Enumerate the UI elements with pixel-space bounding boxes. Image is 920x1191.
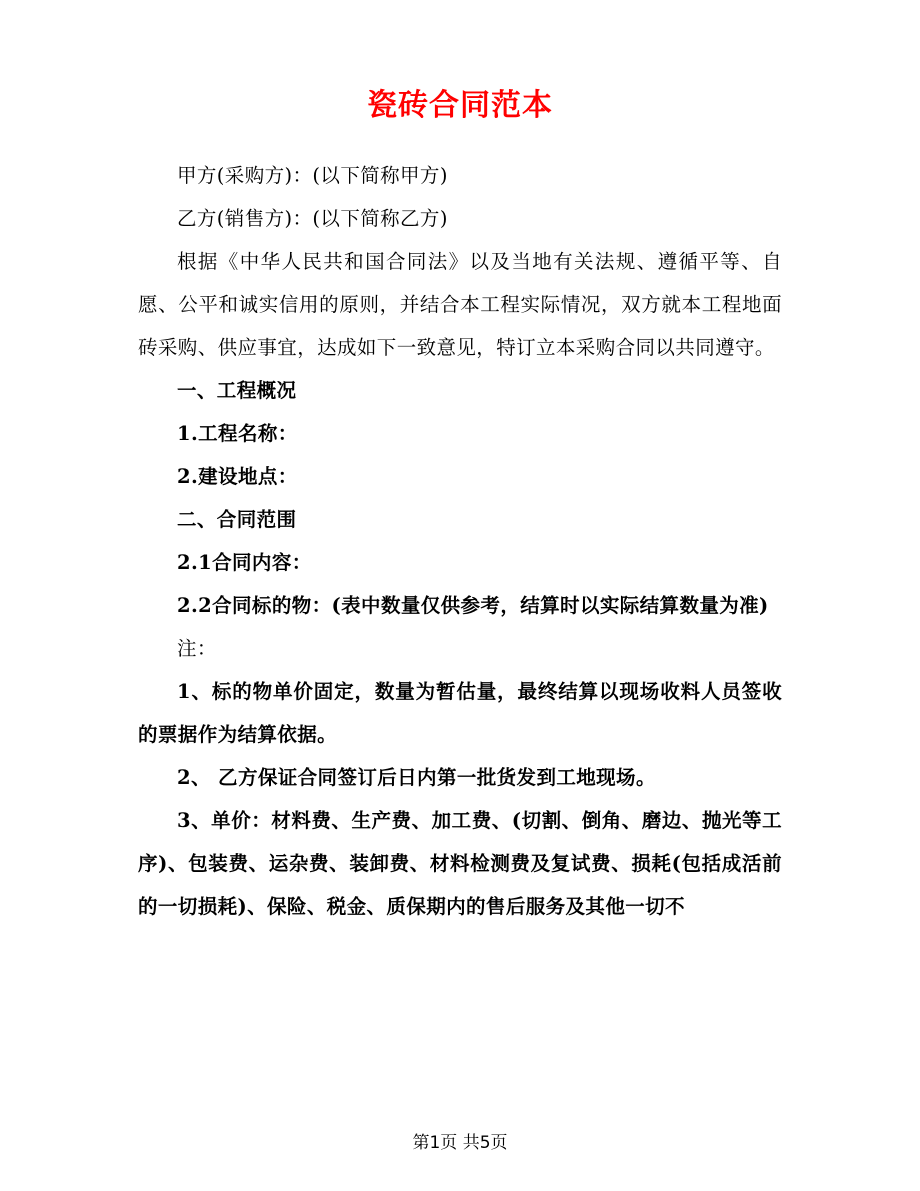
paragraph: 2.2合同标的物：(表中数量仅供参考，结算时以实际结算数量为准) <box>177 594 769 617</box>
paragraph: 2、 乙方保证合同签订后日内第一批货发到工地现场。 <box>177 766 656 789</box>
paragraph: 1.工程名称： <box>177 422 298 445</box>
paragraph: 根据《中华人民共和国合同法》以及当地有关法规、遵循平等、自愿、公平和诚实信用的原则，并结合本工程实际情况，双方就本工程地面砖采购、供应事宜，达成如下一致意见，特订立本采购合同以共同遵守。 <box>138 250 782 359</box>
section-heading-2: 二、合同范围 <box>177 508 297 531</box>
page-footer: 第1页 共5页 <box>412 1133 508 1153</box>
document-body <box>0 154 920 928</box>
section-heading-1: 一、工程概况 <box>177 379 297 402</box>
paragraph: 1、标的物单价固定，数量为暂估量，最终结算以现场收料人员签收的票据作为结算依据。 <box>138 680 782 746</box>
paragraph: 注： <box>177 637 217 660</box>
paragraph: 甲方(采购方)：(以下简称甲方) <box>177 164 448 187</box>
page-title: 瓷砖合同范本 <box>367 88 553 123</box>
paragraph: 2.建设地点： <box>177 465 298 488</box>
paragraph: 乙方(销售方)：(以下简称乙方) <box>177 207 448 230</box>
paragraph: 2.1合同内容： <box>177 551 312 574</box>
paragraph: 3、单价：材料费、生产费、加工费、(切割、倒角、磨边、抛光等工序)、包装费、运杂费、装卸费、材料检测费及复试费、损耗(包括成活前的一切损耗)、保险、税金、质保期内的售后服务及其他一切不 <box>138 809 782 918</box>
